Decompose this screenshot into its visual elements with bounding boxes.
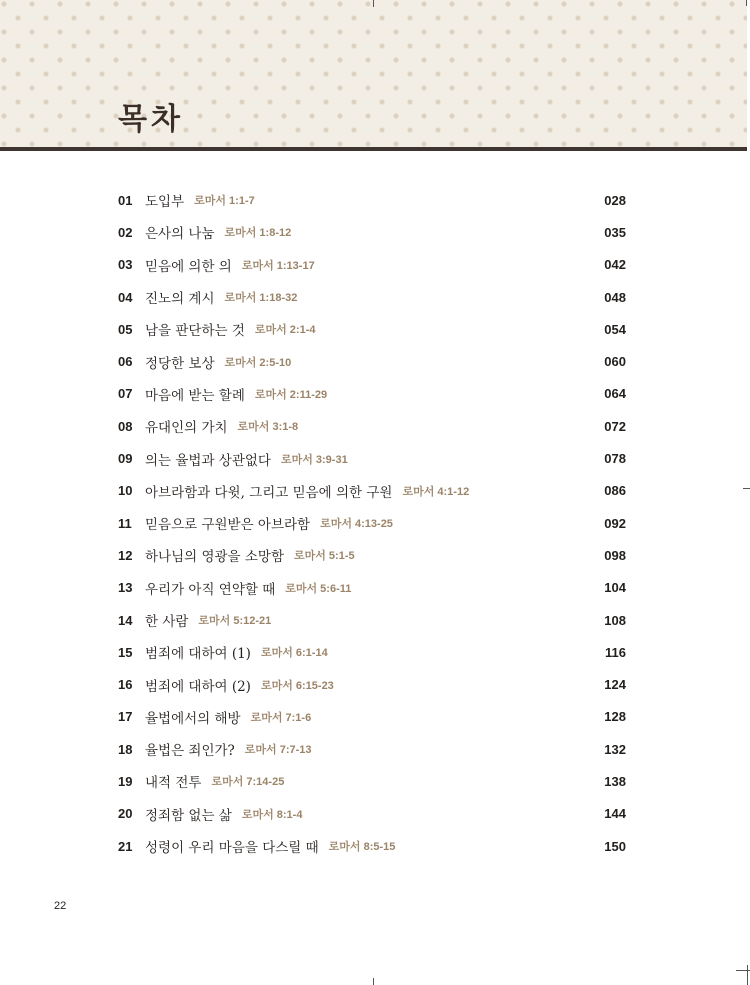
chapter-number: 15 (118, 644, 133, 660)
page-reference: 124 (604, 677, 626, 693)
toc-entry[interactable] (118, 765, 628, 797)
toc-entry[interactable] (118, 507, 628, 539)
chapter-number: 18 (118, 741, 133, 757)
toc-entry[interactable] (118, 830, 628, 862)
scripture-reference: 로마서 3:1-8 (237, 421, 299, 434)
toc-entry[interactable] (118, 345, 628, 377)
scripture-reference: 로마서 8:5-15 (328, 841, 396, 854)
scripture-reference: 로마서 3:9-31 (280, 453, 348, 466)
chapter-number: 13 (118, 580, 133, 596)
chapter-title: 성령이 우리 마음을 다스릴 때 (145, 840, 319, 857)
crop-mark (747, 965, 748, 985)
page-reference: 086 (604, 483, 626, 499)
toc-entry[interactable] (118, 216, 628, 248)
chapter-title: 한 사람 (145, 614, 189, 630)
toc-entry[interactable] (118, 184, 628, 216)
scripture-reference: 로마서 5:12-21 (198, 615, 272, 627)
crop-mark (746, 0, 747, 6)
chapter-number: 11 (118, 515, 132, 531)
scripture-reference: 로마서 7:1-6 (250, 711, 312, 724)
scripture-reference: 로마서 7:7-13 (244, 744, 312, 757)
toc-entry[interactable] (118, 442, 628, 474)
chapter-title: 남을 판단하는 것 (145, 323, 245, 340)
scripture-reference: 로마서 1:8-12 (224, 227, 292, 240)
toc-entry[interactable] (118, 313, 628, 345)
chapter-number: 09 (118, 451, 133, 467)
scripture-reference: 로마서 7:14-25 (211, 776, 285, 789)
scripture-reference: 로마서 1:13-17 (241, 259, 315, 272)
toc-entry[interactable] (118, 281, 628, 313)
toc-entry[interactable] (118, 572, 628, 604)
page-reference: 104 (604, 580, 626, 596)
toc-entry[interactable] (118, 475, 628, 507)
chapter-number: 17 (118, 709, 133, 725)
toc-entry[interactable] (118, 636, 628, 668)
chapter-number: 21 (118, 838, 133, 854)
toc-entry[interactable] (118, 249, 628, 281)
chapter-title: 의는 율법과 상관없다 (145, 452, 271, 469)
chapter-number: 03 (118, 257, 133, 273)
page-number: 22 (54, 900, 67, 912)
chapter-title: 율법에서의 해방 (145, 710, 241, 727)
chapter-title: 우리가 아직 연약할 때 (145, 581, 276, 598)
toc-entry[interactable] (118, 410, 628, 442)
chapter-title: 범죄에 대하여 (1) (145, 646, 251, 663)
chapter-number: 12 (118, 547, 133, 563)
scripture-reference: 로마서 1:1-7 (194, 195, 255, 208)
page-reference: 132 (604, 741, 626, 757)
scripture-reference: 로마서 5:1-5 (294, 550, 355, 563)
page-reference: 028 (604, 192, 626, 208)
page-reference: 035 (604, 224, 626, 240)
chapter-title: 아브라함과 다윗, 그리고 믿음에 의한 구원 (145, 484, 393, 501)
page-reference: 116 (605, 644, 626, 660)
toc-entry[interactable] (118, 668, 628, 700)
toc-entry[interactable] (118, 733, 628, 765)
toc-entry[interactable] (118, 701, 628, 733)
page-reference: 072 (604, 418, 626, 434)
scripture-reference: 로마서 4:1-12 (402, 485, 470, 498)
chapter-title: 내적 전투 (145, 775, 202, 792)
scripture-reference: 로마서 6:15-23 (260, 679, 334, 692)
chapter-title: 율법은 죄인가? (145, 743, 235, 760)
crop-mark (743, 488, 750, 489)
chapter-title: 은사의 나눔 (145, 226, 215, 243)
chapter-title: 범죄에 대하여 (2) (145, 678, 251, 695)
scripture-reference: 로마서 2:1-4 (254, 324, 316, 337)
scripture-reference: 로마서 1:18-32 (224, 292, 298, 305)
table-of-contents (118, 184, 628, 862)
chapter-title: 유대인의 가치 (145, 420, 228, 437)
chapter-number: 10 (118, 483, 133, 499)
chapter-title: 하나님의 영광을 소망함 (145, 549, 284, 566)
page-reference: 138 (604, 773, 626, 789)
page-reference: 098 (604, 547, 626, 563)
chapter-number: 05 (118, 321, 133, 337)
page-reference: 060 (604, 354, 626, 370)
chapter-number: 01 (118, 192, 133, 208)
toc-entry[interactable] (118, 378, 628, 410)
chapter-title: 믿음으로 구원받은 아브라함 (145, 517, 311, 534)
header-divider (0, 147, 747, 151)
page-reference: 128 (604, 709, 626, 725)
page-reference: 042 (604, 257, 626, 273)
chapter-number: 16 (118, 677, 133, 693)
chapter-title: 믿음에 의한 의 (145, 258, 232, 275)
crop-mark (373, 978, 374, 985)
page-reference: 092 (604, 515, 626, 531)
header-banner (0, 0, 747, 147)
chapter-title: 마음에 받는 할례 (145, 387, 245, 404)
chapter-title: 도입부 (145, 194, 185, 211)
toc-entry[interactable] (118, 539, 628, 571)
page-reference: 078 (604, 451, 626, 467)
scripture-reference: 로마서 6:1-14 (260, 647, 328, 660)
page-title: 목차 (118, 102, 184, 137)
chapter-number: 04 (118, 289, 133, 305)
chapter-number: 02 (118, 224, 133, 240)
scripture-reference: 로마서 4:13-25 (320, 518, 393, 531)
crop-mark (373, 0, 374, 7)
page-reference: 048 (604, 289, 626, 305)
chapter-number: 07 (118, 386, 133, 402)
chapter-title: 진노의 계시 (145, 291, 215, 308)
page-reference: 150 (604, 838, 626, 854)
scripture-reference: 로마서 8:1-4 (241, 808, 303, 821)
chapter-number: 08 (118, 418, 133, 434)
chapter-number: 19 (118, 773, 133, 789)
scripture-reference: 로마서 2:5-10 (224, 356, 292, 369)
scripture-reference: 로마서 2:11-29 (254, 388, 328, 401)
toc-entry[interactable] (118, 604, 628, 636)
page-reference: 064 (604, 386, 626, 402)
scripture-reference: 로마서 5:6-11 (285, 582, 352, 595)
chapter-number: 06 (118, 354, 133, 370)
chapter-number: 14 (118, 612, 133, 628)
chapter-number: 20 (118, 806, 133, 822)
toc-entry[interactable] (118, 798, 628, 830)
page-reference: 108 (604, 612, 626, 628)
chapter-title: 정죄함 없는 삶 (145, 807, 232, 824)
page-reference: 054 (604, 321, 626, 337)
chapter-title: 정당한 보상 (145, 355, 215, 372)
page-reference: 144 (604, 806, 626, 822)
